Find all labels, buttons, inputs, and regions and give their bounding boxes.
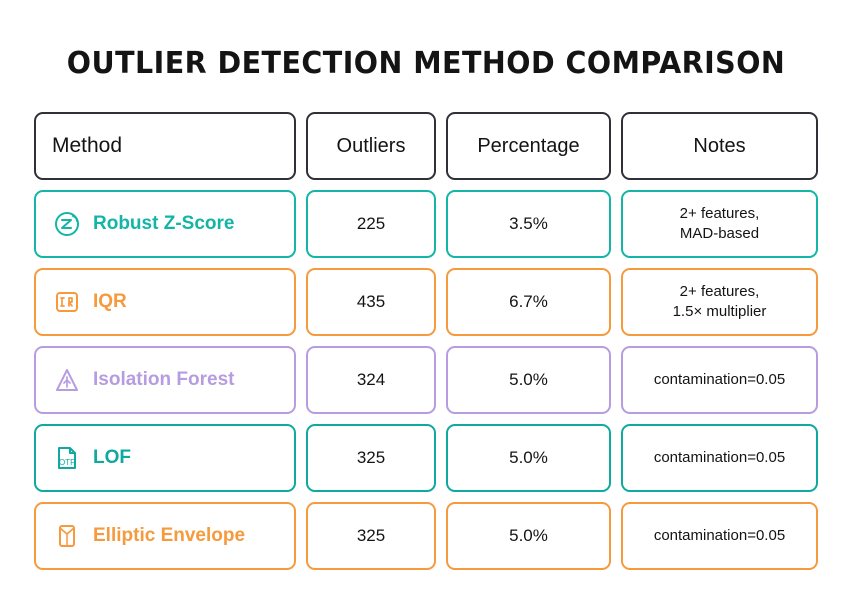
notes-line-1: contamination=0.05 <box>653 448 786 466</box>
outliers-value: 325 <box>306 424 436 492</box>
method-label: Isolation Forest <box>93 369 235 390</box>
notes-cell <box>621 424 818 492</box>
notes-line-1: 2+ features, <box>679 282 760 300</box>
table-header-row <box>34 112 818 180</box>
method-label: Robust Z-Score <box>93 213 235 234</box>
notes-line-2: 1.5× multiplier <box>672 303 767 320</box>
column-header-percentage: Percentage <box>446 112 611 180</box>
method-cell-isolation-forest <box>34 346 296 414</box>
method-cell-robust-z-score <box>34 190 296 258</box>
outliers-value: 324 <box>306 346 436 414</box>
column-header-notes: Notes <box>621 112 818 180</box>
notes-line-2: MAD-based <box>679 225 760 242</box>
method-cell-lof <box>34 424 296 492</box>
table-row <box>34 424 818 492</box>
notes-cell <box>621 190 818 258</box>
table-row <box>34 346 818 414</box>
outliers-value: 435 <box>306 268 436 336</box>
column-header-method: Method <box>34 112 296 180</box>
method-label: IQR <box>93 291 127 312</box>
notes-line-1: contamination=0.05 <box>653 370 786 388</box>
method-label: Elliptic Envelope <box>93 525 246 546</box>
method-cell-iqr <box>34 268 296 336</box>
method-cell-elliptic-envelope <box>34 502 296 570</box>
table-row <box>34 190 818 258</box>
percentage-value: 3.5% <box>446 190 611 258</box>
notes-line-1: 2+ features, <box>679 204 760 222</box>
comparison-table <box>34 112 818 570</box>
envelope-icon <box>52 521 82 551</box>
isolation-tree-icon <box>52 365 82 395</box>
notes-cell <box>621 268 818 336</box>
percentage-value: 5.0% <box>446 346 611 414</box>
notes-cell <box>621 346 818 414</box>
lof-document-icon <box>52 443 82 473</box>
percentage-value: 5.0% <box>446 502 611 570</box>
outliers-value: 225 <box>306 190 436 258</box>
page-title: OUTLIER DETECTION METHOD COMPARISON <box>66 46 786 81</box>
notes-line-1: contamination=0.05 <box>653 526 786 544</box>
notes-cell <box>621 502 818 570</box>
svg-text:OTF: OTF <box>59 458 75 467</box>
method-label: LOF <box>93 447 131 468</box>
table-row <box>34 268 818 336</box>
column-header-outliers: Outliers <box>306 112 436 180</box>
iqr-box-icon <box>52 287 82 317</box>
table-row <box>34 502 818 570</box>
percentage-value: 6.7% <box>446 268 611 336</box>
outliers-value: 325 <box>306 502 436 570</box>
z-score-badge-icon <box>52 209 82 239</box>
percentage-value: 5.0% <box>446 424 611 492</box>
